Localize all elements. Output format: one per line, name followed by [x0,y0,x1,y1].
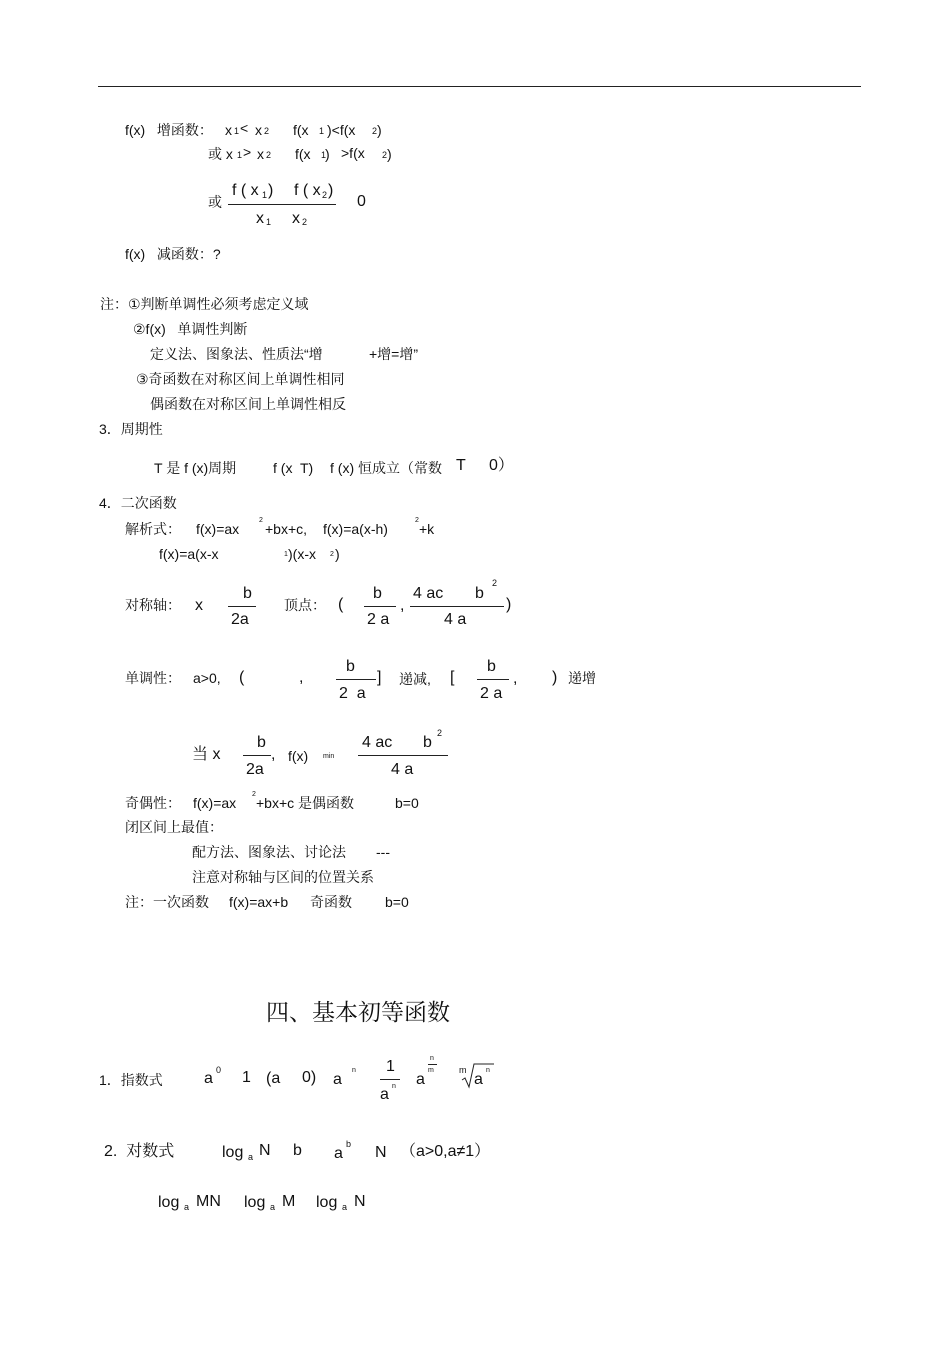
parity-label: 奇偶性： [125,795,181,811]
inc2-gt: > [243,144,252,160]
rule-log2-arg: M [282,1193,296,1210]
axis-label: 对称轴： [125,597,181,613]
note-5: 偶函数在对称区间上单调性相反 [150,396,346,412]
note-2: ②f(x) 单调性判断 [133,321,248,337]
ana-2: +bx+c, [265,521,308,537]
frac-den-x1: x [256,210,264,227]
inc-lt: < [240,120,249,136]
mono-bar1 [336,679,376,680]
parity-sup: 2 [252,791,256,798]
rule-log2-base: a [270,1202,276,1212]
log-condition: （a>0,a≠1） [400,1143,491,1160]
ana-6: )(x-x [288,546,316,562]
rule-log1-arg: MN [196,1193,221,1210]
method-2: 注意对称轴与区间的位置关系 [192,869,374,885]
ana-3-sup: 2 [415,517,419,524]
mono-den1: 2 a [339,685,366,702]
ana-1: f(x)=ax [196,521,240,537]
log-base: a [248,1152,254,1162]
vertex-num1: b [373,585,382,602]
ana-6-sub: 2 [330,551,334,558]
mono-a: a>0, [193,670,221,686]
period-T: T [456,457,466,474]
when-x: 当 x [192,746,221,763]
frac-num-f1-sub: 1 [262,190,268,200]
vertex-den2: 4 a [444,611,467,628]
rule-log3-arg: N [354,1193,366,1210]
exp-root-sup: n [486,1067,490,1074]
ana-1-sup: 2 [259,517,263,524]
log-ab-sup: b [346,1139,352,1149]
quad-heading: 4．二次函数 [99,495,177,511]
inc-fx2-sub: 2 [372,126,378,136]
exp-frac-den-sup: n [392,1083,396,1090]
ana-3: f(x)=a(x-h) [323,521,388,537]
inc2-fx1-sub: 1 [321,150,327,160]
linear-note-d: b=0 [385,894,409,910]
log-ab: a [334,1145,343,1162]
mono-label: 单调性： [125,670,181,686]
vertex-num2: 4 ac [413,585,444,602]
vertex-num2b: b [475,585,484,602]
axis-frac-bar [228,606,256,607]
inc-x1-sub: 1 [234,126,240,136]
frac-num-f1: f ( x [232,182,259,199]
inc-fx2: )<f(x [327,122,356,138]
top-rule [98,86,861,87]
log-b: b [293,1142,302,1159]
mono-bar2 [477,679,509,680]
vertex-lparen: ( [338,596,344,613]
period-a: T 是 f (x)周期 [154,460,237,476]
dec-label: f(x) 减函数：? [125,246,221,262]
mono-num1: b [346,658,355,675]
log-log: log [222,1144,244,1161]
linear-note-a: 注：一次函数 [125,894,209,910]
rule-log3-base: a [342,1202,348,1212]
closed-label: 闭区间上最值： [125,819,223,835]
min-num2: b [423,734,432,751]
period-c: f (x) 恒成立（常数 [330,460,442,476]
min-sup: 2 [437,728,443,738]
exp-a: a [204,1070,213,1087]
exp-an-sup: n [352,1067,356,1074]
linear-note-b: f(x)=ax+b [229,894,289,910]
mono-decreasing: 递减, [399,671,431,687]
axis-den: 2a [231,611,249,628]
vertex-comma: , [400,597,405,614]
frac-den-x2-sub: 2 [302,217,308,227]
frac-zero: 0 [357,193,366,210]
fmin-fx: f(x) [288,748,309,764]
when-den: 2a [246,761,264,778]
exp-zero: 0) [302,1069,317,1086]
rule-log3: log [316,1194,338,1211]
method-1: 配方法、图象法、讨论法 [192,844,346,860]
mono-lparen: ( [239,669,245,686]
inc-x1: x [225,122,232,138]
inc2-close2: ) [387,146,392,162]
inc2-close1: ) [325,146,330,162]
linear-note-c: 奇函数 [310,894,352,910]
mono-comma2: , [513,670,518,687]
inc-close: ) [377,122,382,138]
exp-root-a: a [474,1071,483,1088]
exp-root-index: m [459,1065,467,1075]
exp-frac-bar [380,1079,400,1080]
frac-den-x2: x [292,210,300,227]
inc-x2: x [255,122,262,138]
exp-frac-den: a [380,1086,389,1103]
rule-log1-base: a [184,1202,190,1212]
parity-2: +bx+c 是偶函数 [256,795,355,811]
inc2-fx2-sub: 2 [382,150,388,160]
mono-rparen: ) [552,669,558,686]
min-bar [358,755,448,756]
when-comma: , [271,746,276,763]
log-N: N [259,1142,271,1159]
mono-comma1: , [299,669,304,686]
exp-am-sup-m: m [428,1067,434,1074]
inc-or-x1: 或 x [208,146,233,162]
exp-one: 1 [242,1069,251,1086]
period-heading: 3．周期性 [99,421,163,437]
min-num1: 4 ac [362,734,393,751]
ana-7: ) [335,546,340,562]
period-e: 0） [489,457,514,474]
mono-increasing: 递增 [568,670,596,686]
mono-den2: 2 a [480,685,503,702]
ana-5: f(x)=a(x-x [159,546,219,562]
fmin-sub: min [323,753,335,760]
fraction-bar [228,204,336,205]
inc-x2-sub: 2 [264,126,270,136]
axis-x: x [195,597,203,614]
inc2-x1-sub: 1 [237,150,243,160]
mono-lbracket: [ [450,669,455,686]
exp-frac-num: 1 [386,1058,395,1075]
frac-den-x1-sub: 1 [266,217,272,227]
inc-or-frac: 或 [208,194,222,210]
method-1-dash: --- [376,844,390,860]
note-3a: 定义法、图象法、性质法“增 [150,346,323,362]
when-num: b [257,734,266,751]
vertex-bar1 [364,606,396,607]
rule-log2: log [244,1194,266,1211]
rule-log1: log [158,1194,180,1211]
frac-num-f1-close: ) [268,182,274,199]
frac-num-f2: f ( x [294,182,321,199]
log-N2: N [375,1144,387,1161]
vertex-label: 顶点： [284,597,326,613]
inc2-gt-fx2: >f(x [341,145,365,161]
exp-a-sup: 0 [216,1065,222,1075]
frac-num-f2-close: ) [328,182,334,199]
vertex-bar2 [410,606,504,607]
parity-1: f(x)=ax [193,795,237,811]
vertex-num2b-sup: 2 [492,578,498,588]
note-3b: +增=增” [369,346,419,362]
exp-am: a [416,1071,425,1088]
axis-num: b [243,585,252,602]
frac-num-f2-sub: 2 [322,190,328,200]
exp-lparen: (a [266,1070,281,1087]
ana-4: +k [419,521,435,537]
exp-an: a [333,1071,342,1088]
inc-fx1: f(x [293,122,309,138]
ana-5-sub: 1 [284,551,288,558]
min-den: 4 a [391,761,414,778]
inc2-x2-sub: 2 [266,150,272,160]
note-1: 注：①判断单调性必须考虑定义域 [100,296,309,312]
ana-label: 解析式： [125,521,181,537]
exp-am-sup-bar [428,1064,437,1065]
vertex-rparen: ) [506,596,512,613]
section-title: 四、基本初等函数 [266,1000,450,1026]
mono-rbracket: ] [377,669,382,686]
inc-label: f(x) 增函数： [125,122,213,138]
log-label: 2. 对数式 [104,1143,175,1160]
period-b: f (x T) [273,460,314,476]
inc-fx1-sub: 1 [319,126,325,136]
exp-am-sup-n: n [430,1055,434,1062]
when-bar [243,755,271,756]
inc2-x2: x [257,146,264,162]
parity-3: b=0 [395,795,419,811]
exp-label: 1．指数式 [99,1072,163,1088]
vertex-den1: 2 a [367,611,390,628]
note-4: ③奇函数在对称区间上单调性相同 [136,371,345,387]
inc2-fx1: f(x [295,146,311,162]
mono-num2: b [487,658,496,675]
